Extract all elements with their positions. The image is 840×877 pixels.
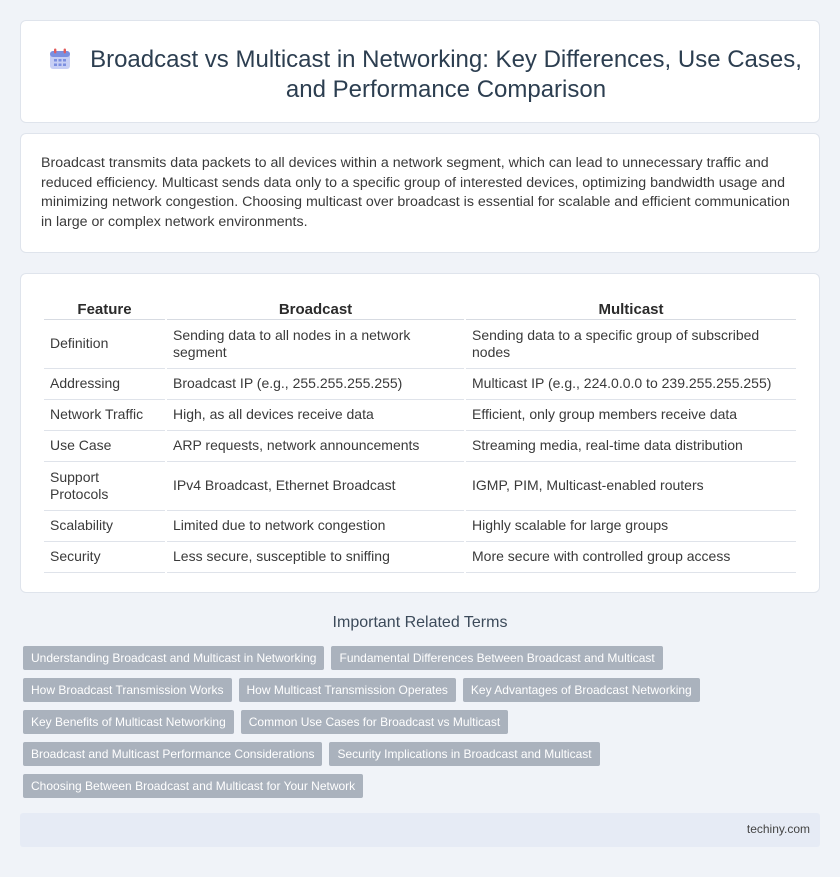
row-feature: Use Case: [44, 431, 165, 462]
row-multicast: Sending data to a specific group of subscribed nodes: [466, 320, 796, 369]
related-term-tag[interactable]: Understanding Broadcast and Multicast in Networking: [23, 646, 324, 670]
row-broadcast: Less secure, susceptible to sniffing: [167, 542, 464, 573]
related-term-tag[interactable]: Key Advantages of Broadcast Networking: [463, 678, 700, 702]
row-multicast: IGMP, PIM, Multicast-enabled routers: [466, 462, 796, 511]
header-broadcast: Broadcast: [167, 296, 464, 320]
related-term-tag[interactable]: Key Benefits of Multicast Networking: [23, 710, 234, 734]
related-terms-list: [23, 646, 723, 806]
related-term-tag[interactable]: Security Implications in Broadcast and Multicast: [329, 742, 599, 766]
footer-site-link[interactable]: techiny.com: [746, 822, 810, 836]
comparison-table: [42, 296, 798, 573]
tag-row: [23, 774, 723, 798]
table-row: [44, 400, 796, 431]
tag-row: [23, 678, 723, 702]
header-feature: Feature: [44, 296, 165, 320]
calendar-icon: [49, 48, 71, 70]
row-feature: Network Traffic: [44, 400, 165, 431]
comparison-table-card: [20, 273, 820, 593]
table-header-row: [44, 296, 796, 320]
row-feature: Security: [44, 542, 165, 573]
row-multicast: Highly scalable for large groups: [466, 511, 796, 542]
related-term-tag[interactable]: How Multicast Transmission Operates: [239, 678, 456, 702]
row-broadcast: IPv4 Broadcast, Ethernet Broadcast: [167, 462, 464, 511]
row-broadcast: High, as all devices receive data: [167, 400, 464, 431]
page-title: Broadcast vs Multicast in Networking: Key Differences, Use Cases, and Performance Comparison: [90, 46, 802, 103]
row-multicast: More secure with controlled group access: [466, 542, 796, 573]
row-multicast: Streaming media, real-time data distribution: [466, 431, 796, 462]
footer: [20, 813, 820, 847]
row-broadcast: Limited due to network congestion: [167, 511, 464, 542]
row-feature: Support Protocols: [44, 462, 165, 511]
header-card: [20, 20, 820, 123]
header-multicast: Multicast: [466, 296, 796, 320]
row-feature: Scalability: [44, 511, 165, 542]
row-feature: Addressing: [44, 369, 165, 400]
row-feature: Definition: [44, 320, 165, 369]
table-row: [44, 431, 796, 462]
table-row: [44, 369, 796, 400]
intro-card: [20, 133, 820, 253]
row-broadcast: ARP requests, network announcements: [167, 431, 464, 462]
row-broadcast: Sending data to all nodes in a network segment: [167, 320, 464, 369]
related-term-tag[interactable]: Broadcast and Multicast Performance Considerations: [23, 742, 322, 766]
table-row: [44, 320, 796, 369]
row-multicast: Multicast IP (e.g., 224.0.0.0 to 239.255.255.255): [466, 369, 796, 400]
tag-row: [23, 710, 723, 734]
row-broadcast: Broadcast IP (e.g., 255.255.255.255): [167, 369, 464, 400]
related-term-tag[interactable]: Common Use Cases for Broadcast vs Multicast: [241, 710, 508, 734]
table-row: [44, 462, 796, 511]
related-term-tag[interactable]: Fundamental Differences Between Broadcast and Multicast: [331, 646, 662, 670]
tag-row: [23, 646, 723, 670]
related-terms-title: Important Related Terms: [332, 614, 508, 631]
tag-row: [23, 742, 723, 766]
table-row: [44, 542, 796, 573]
table-row: [44, 511, 796, 542]
intro-paragraph: Broadcast transmits data packets to all devices within a network segment, which can lead to unnecessary traffic and reduced efficiency. Multicast sends data only to a specific group of interested devices, optimizing bandwidth usage and minimizing network congestion. Choosing multicast over broadcast is essential for scalable and efficient communication in large or complex network environments.: [41, 155, 790, 230]
related-term-tag[interactable]: How Broadcast Transmission Works: [23, 678, 232, 702]
related-term-tag[interactable]: Choosing Between Broadcast and Multicast for Your Network: [23, 774, 363, 798]
row-multicast: Efficient, only group members receive data: [466, 400, 796, 431]
